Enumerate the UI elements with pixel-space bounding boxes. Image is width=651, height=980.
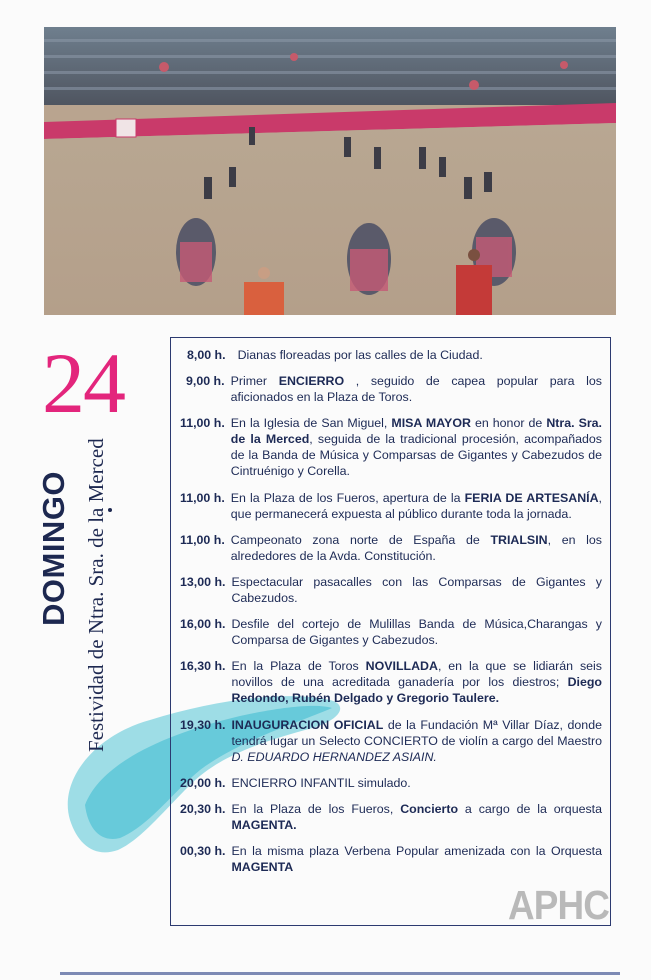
- description-fragment: Espectacular pasacalles con las Comparsas de Gigantes y Cabezudos.: [231, 574, 602, 605]
- description-fragment: Dianas floreadas por las calles de la Ciudad.: [237, 348, 483, 362]
- schedule-description: [231, 532, 602, 564]
- schedule-time: 19,30 h.: [180, 717, 226, 732]
- description-fragment: MISA MAYOR: [391, 416, 471, 431]
- schedule-description: [231, 616, 602, 648]
- schedule-item: [180, 843, 602, 875]
- description-fragment: a cargo de la orquesta: [458, 801, 603, 816]
- description-fragment: , en los alrededores de la Avda. Constitución.: [230, 532, 602, 563]
- schedule-item: [180, 658, 602, 706]
- schedule-description: [231, 801, 602, 833]
- description-fragment: en honor de: [470, 416, 547, 431]
- schedule-description: [231, 574, 602, 606]
- decorative-dot: [108, 508, 112, 512]
- schedule-description: [231, 717, 602, 765]
- description-fragment: Concierto: [400, 801, 459, 816]
- description-fragment: Ntra. Sra. de la Merced: [230, 416, 602, 447]
- schedule-description: [231, 415, 602, 479]
- schedule-list: [180, 347, 602, 885]
- description-fragment: D. EDUARDO HERNANDEZ ASIAIN.: [231, 749, 437, 764]
- description-fragment: Campeonato zona norte de España de: [230, 532, 491, 547]
- schedule-time: 8,00 h.: [187, 348, 226, 362]
- schedule-time: 20,00 h.: [180, 775, 226, 790]
- schedule-item: [180, 490, 602, 522]
- description-fragment: En la Iglesia de San Miguel,: [230, 416, 392, 431]
- description-fragment: FERIA DE ARTESANÍA: [464, 490, 599, 505]
- schedule-item: [180, 532, 602, 564]
- description-fragment: , en la que se lidiarán seis novillos de una acreditada ganadería por los diestros;: [231, 659, 602, 690]
- description-fragment: NOVILLADA: [365, 659, 438, 674]
- description-fragment: En la Plaza de Toros: [231, 659, 366, 674]
- description-fragment: TRIALSIN: [490, 532, 548, 547]
- schedule-item: [180, 415, 602, 479]
- description-fragment: MAGENTA: [231, 860, 294, 875]
- watermark-logo: APHC: [508, 882, 609, 928]
- schedule-description: [232, 347, 602, 363]
- schedule-description: [231, 775, 602, 791]
- schedule-time: 11,00 h.: [180, 416, 225, 431]
- description-fragment: En la Plaza de los Fueros,: [231, 801, 401, 816]
- schedule-item: [180, 616, 602, 648]
- description-fragment: INAUGURACION OFICIAL: [231, 717, 384, 732]
- schedule-item: [180, 775, 602, 791]
- schedule-time: 9,00 h.: [186, 374, 225, 389]
- description-fragment: , seguida de la tradicional procesión, acompañados de la Banda de Música y Comparsas de Gigantes y Cabezudos de Cintruénigo y Corella.: [230, 432, 602, 479]
- schedule-item: [180, 801, 602, 833]
- schedule-item: [180, 574, 602, 606]
- description-fragment: , que permanecerá expuesta al público durante toda la jornada.: [230, 490, 602, 521]
- schedule-description: [231, 490, 602, 522]
- description-fragment: ENCIERRO: [278, 374, 345, 389]
- bottom-rule: [60, 972, 620, 975]
- schedule-item: [180, 347, 602, 363]
- description-fragment: En la misma plaza Verbena Popular amenizada con la Orquesta: [231, 844, 602, 859]
- schedule-description: [231, 658, 602, 706]
- schedule-time: 13,00 h.: [180, 574, 226, 589]
- description-fragment: de la Fundación Mª Villar Díaz, donde tendrá lugar un Selecto CONCIERTO de violín a cargo del Maestro: [231, 717, 602, 748]
- description-fragment: Diego Redondo, Rubén Delgado y Gregorio Taulere.: [231, 675, 602, 706]
- schedule-item: [180, 717, 602, 765]
- description-fragment: MAGENTA.: [231, 817, 297, 832]
- description-fragment: En la Plaza de los Fueros, apertura de la: [230, 490, 465, 505]
- schedule-time: 16,00 h.: [180, 617, 226, 632]
- festivity-label: Festividad de Ntra. Sra. de la Merced: [84, 438, 108, 752]
- schedule-item: [180, 373, 602, 405]
- schedule-description: [231, 373, 602, 405]
- description-fragment: Desfile del cortejo de Mulillas Banda de Música,Charangas y Comparsa de Gigantes y Cabezudos.: [231, 617, 602, 648]
- schedule-time: 16,30 h.: [180, 659, 226, 674]
- day-number: 24: [42, 335, 124, 431]
- schedule-time: 20,30 h.: [180, 801, 226, 816]
- schedule-time: 11,00 h.: [180, 490, 225, 505]
- schedule-description: [231, 843, 602, 875]
- schedule-time: 11,00 h.: [180, 532, 225, 547]
- description-fragment: ENCIERRO INFANTIL simulado.: [231, 775, 411, 790]
- description-fragment: Primer: [230, 374, 279, 389]
- description-fragment: , seguido de capea popular para los aficionados en la Plaza de Toros.: [230, 374, 602, 405]
- weekday-label: DOMINGO: [36, 470, 71, 626]
- schedule-time: 00,30 h.: [180, 844, 226, 859]
